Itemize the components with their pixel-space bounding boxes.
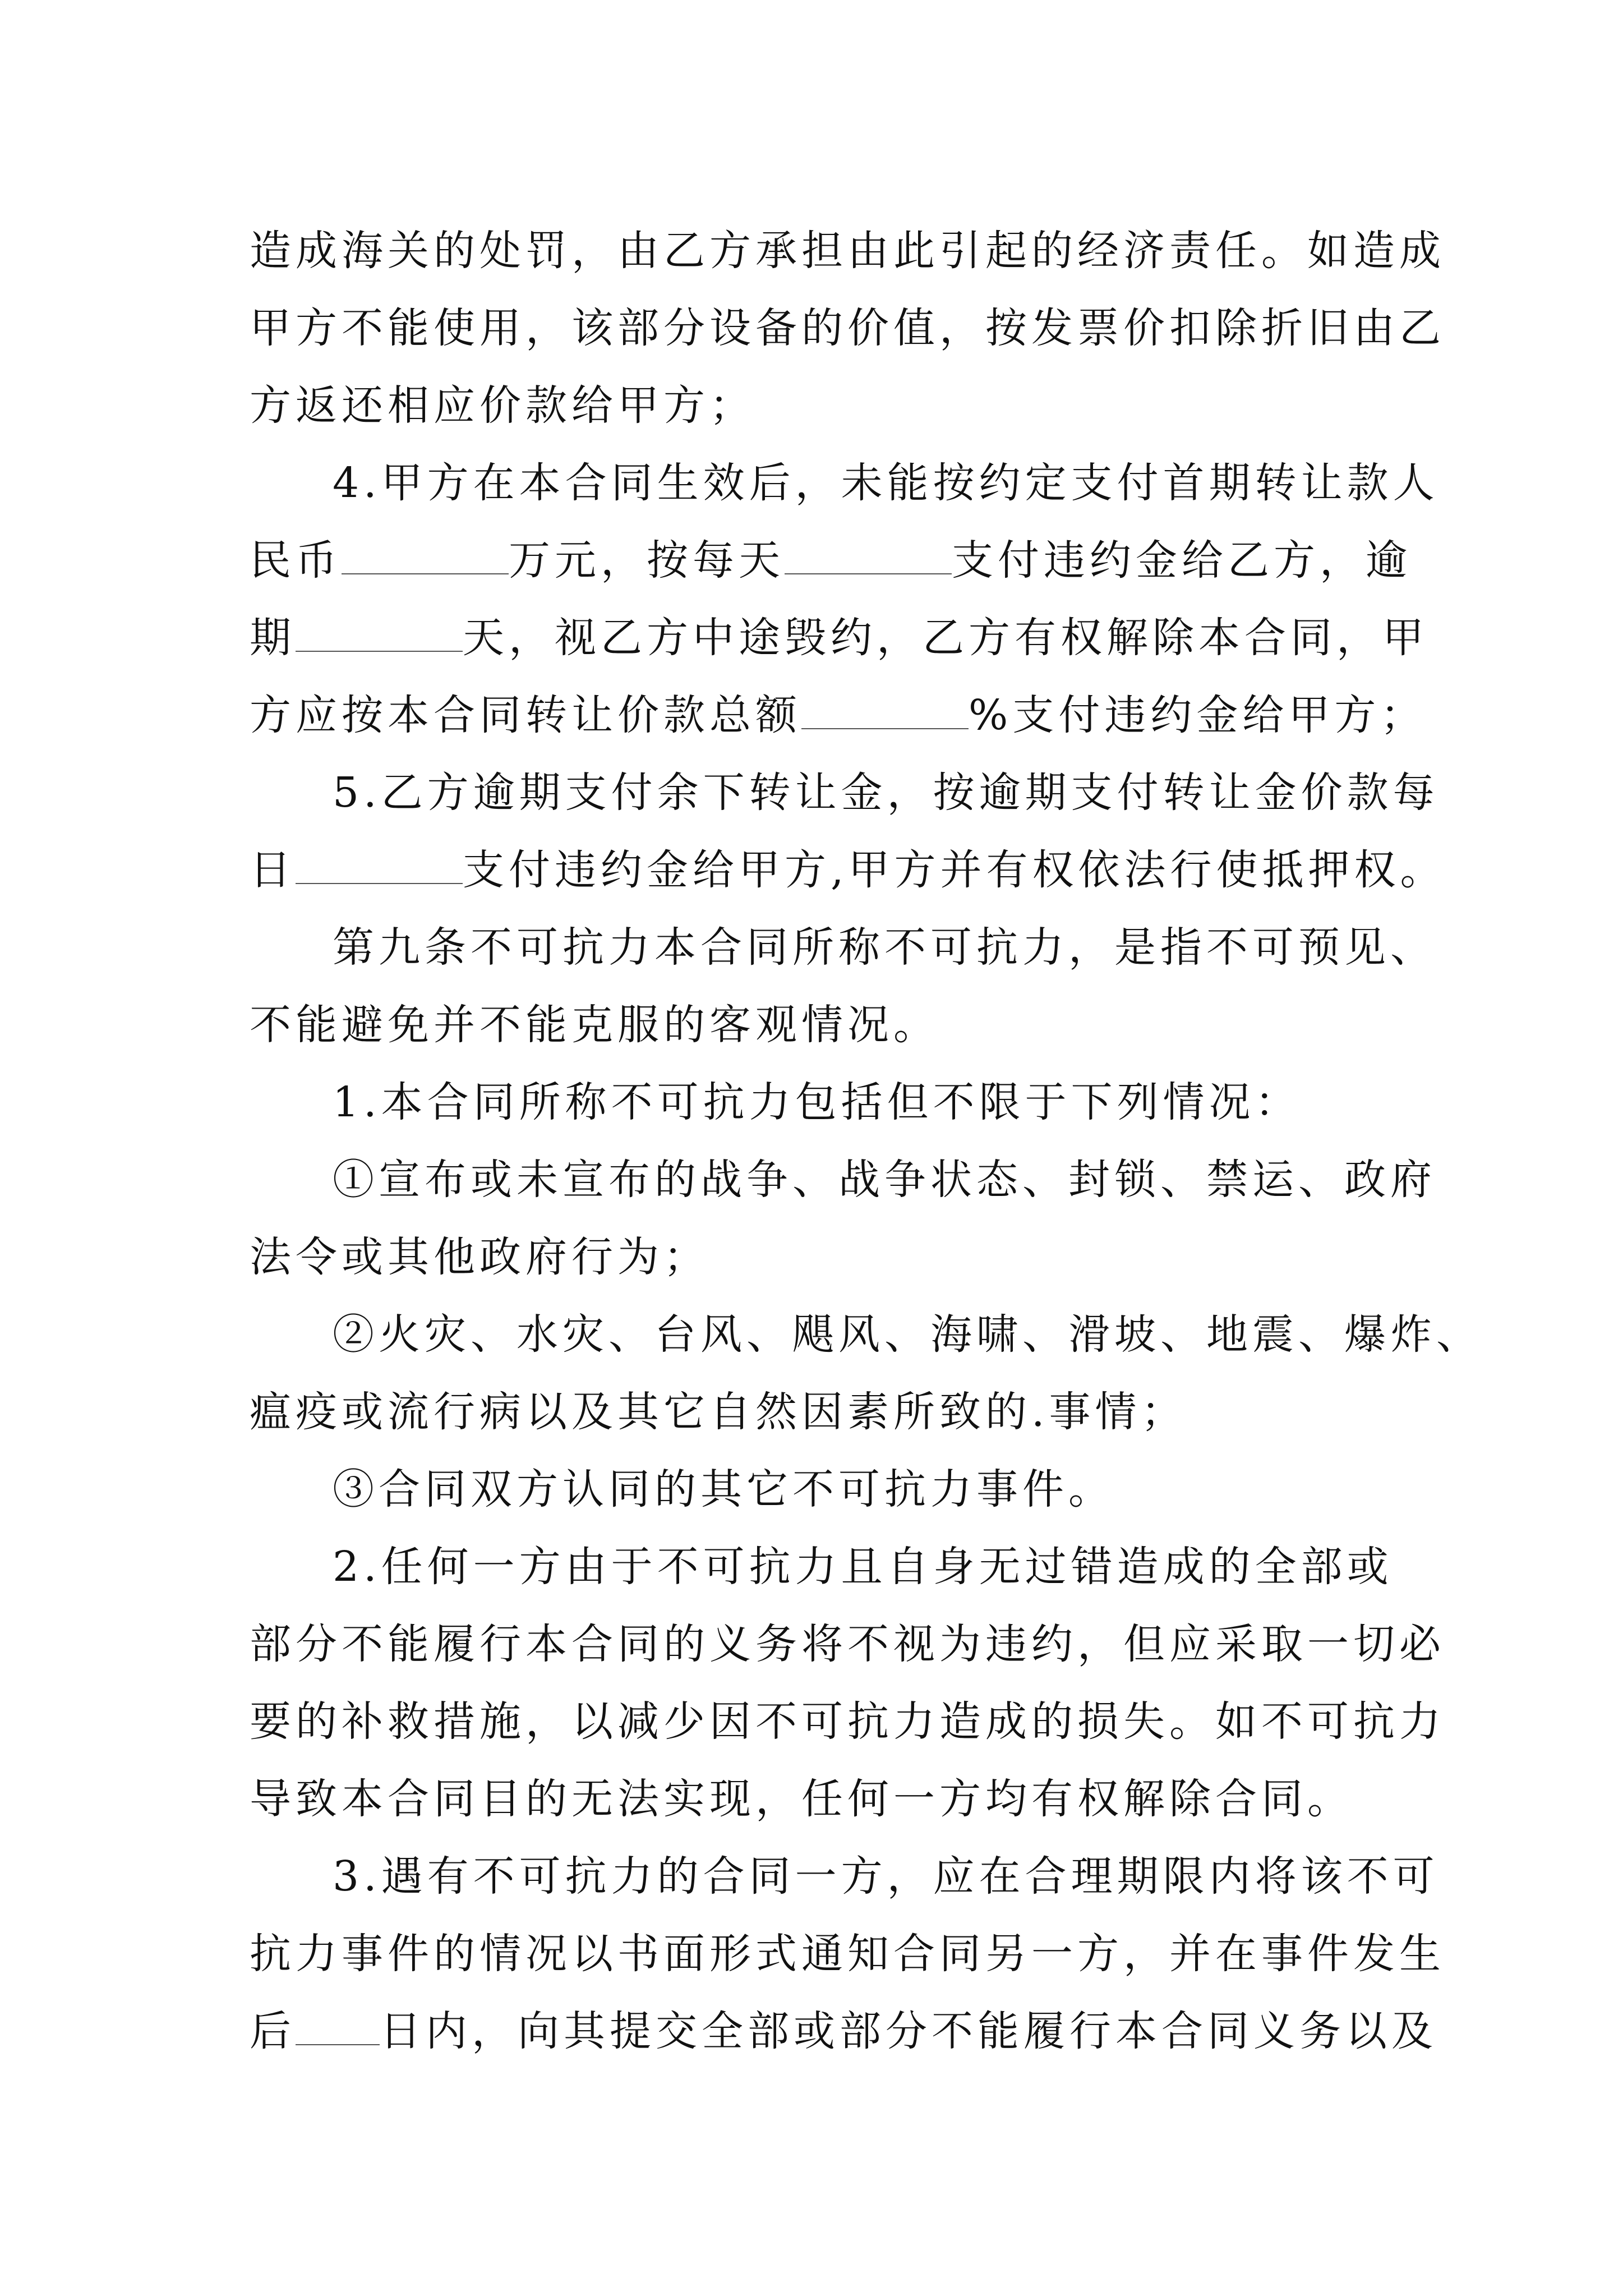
clause-5-start [250,754,1439,831]
line-text: 方应按本合同转让价款总额 [250,691,801,739]
line-text: 法令或其他政府行为； [250,1233,709,1281]
blank-field [296,850,463,884]
clause-4-start [250,444,1439,522]
text-line [250,1915,1445,1993]
line-text: %支付违约金给甲方； [969,691,1427,739]
line-text: 期 [250,614,296,662]
line-text: 支付违约金给甲方,甲方并有权依法行使抵押权。 [463,846,1446,894]
line-text: 导致本合同目的无法实现，任何一方均有权解除合同。 [250,1775,1353,1823]
line-text: 不能避免并不能克服的客观情况。 [250,1001,939,1049]
item-1 [250,1141,1436,1218]
text-line [250,599,1428,677]
line-text: 方返还相应价款给甲方； [250,381,755,430]
text-line [250,1760,1394,1838]
line-text: 5.乙方逾期支付余下转让金，按逾期支付转让金价款每 [333,769,1439,817]
line-text: ③合同双方认同的其它不可抗力事件。 [333,1465,1114,1513]
item-2 [250,1296,1482,1373]
line-text: 日内，向其提交全部或部分不能履行本合同义务以及 [380,2007,1437,2055]
line-text: 第九条不可抗力本合同所称不可抗力，是指不可预见、 [333,923,1436,972]
text-line [250,289,1445,367]
text-line [250,522,1412,599]
clause-9-1 [250,1064,1394,1141]
line-text: ①宣布或未宣布的战争、战争状态、封锁、禁运、政府 [333,1156,1436,1204]
line-text: 4.甲方在本合同生效后，未能按约定支付首期转让款人 [333,459,1439,507]
line-text: 要的补救措施，以减少因不可抗力造成的损失。如不可抗力 [250,1697,1445,1746]
line-text: 3.遇有不可抗力的合同一方，应在合理期限内将该不可 [333,1852,1439,1901]
line-text: 日 [250,846,296,894]
line-text: 部分不能履行本合同的义务将不视为违约，但应采取一切必 [250,1620,1445,1668]
contract-text [250,212,1482,2070]
blank-field [785,541,952,574]
line-text: ②火灾、水灾、台风、飓风、海啸、滑坡、地震、爆炸、 [333,1310,1482,1359]
line-text: 天，视乙方中途毁约，乙方有权解除本合同，甲 [463,614,1428,662]
clause-9-2 [250,1528,1394,1605]
text-line [250,1218,1394,1296]
line-text: 甲方不能使用，该部分设备的价值，按发票价扣除折旧由乙 [250,304,1445,352]
line-text: 后 [250,2007,296,2055]
text-line [250,831,1446,909]
clause-9-3 [250,1838,1439,1915]
text-line [250,1683,1445,1760]
line-text: 造成海关的处罚，由乙方承担由此引起的经济责任。如造成 [250,227,1445,275]
line-text: 2.任何一方由于不可抗力且自身无过错造成的全部或 [333,1543,1393,1591]
text-line [250,367,1394,444]
text-line [250,1993,1437,2070]
blank-field [342,541,509,574]
text-line [250,212,1445,289]
article-9-heading [250,909,1436,986]
line-text: 瘟疫或流行病以及其它自然因素所致的.事情； [250,1388,1187,1436]
blank-field [296,2012,380,2045]
text-line [250,986,1394,1064]
line-text: 民币 [250,536,342,585]
line-text: 抗力事件的情况以书面形式通知合同另一方，并在事件发生 [250,1930,1445,1978]
line-text: 支付违约金给乙方，逾 [952,536,1412,585]
item-3 [250,1451,1394,1528]
text-line [250,677,1427,754]
text-line [250,1605,1445,1683]
line-text: 1.本合同所称不可抗力包括但不限于下列情况： [333,1078,1301,1126]
line-text: 万元，按每天 [509,536,785,585]
blank-field [801,696,969,729]
text-line [250,1373,1394,1451]
blank-field [296,618,463,652]
